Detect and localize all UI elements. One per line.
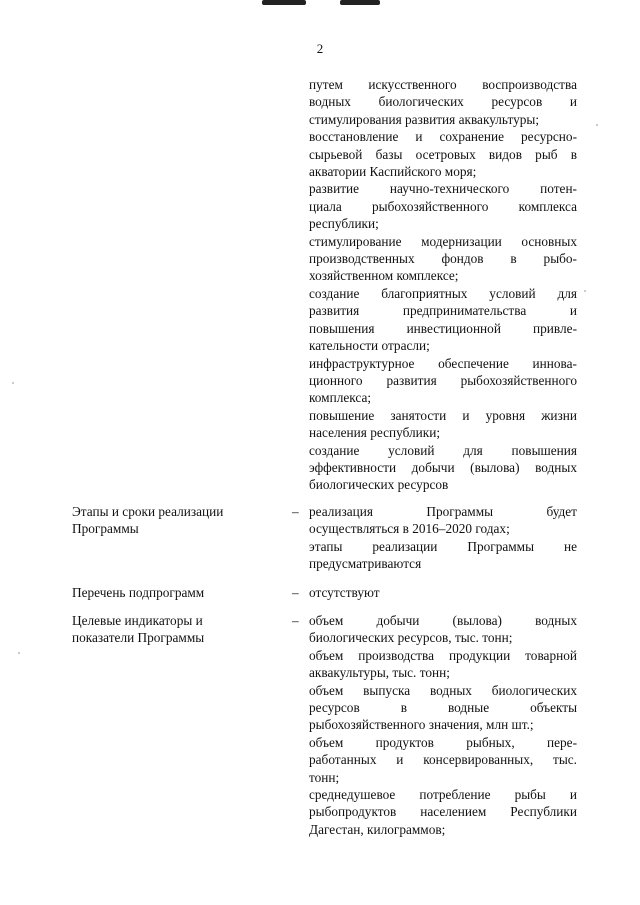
text-line: реализация Программы будет — [309, 504, 577, 519]
text-line: объем добычи (вылова) водных — [309, 613, 577, 628]
label-line: Программы — [72, 521, 139, 537]
text-line: создание условий для повышения — [309, 442, 577, 458]
text-line: биологических ресурсов — [309, 477, 449, 493]
text-line: ресурсов в водные объекты — [309, 700, 577, 716]
text-line: Дагестан, килограммов; — [309, 821, 446, 837]
text-line: сырьевой базы осетровых видов рыб в — [309, 146, 577, 162]
text-line: отсутствуют — [309, 585, 380, 600]
text-line: эффективности добычи (вылова) водных — [309, 459, 577, 475]
scan-speck — [584, 290, 586, 292]
text-line: биологических ресурсов, тыс. тонн; — [309, 630, 513, 646]
page-number: 2 — [316, 41, 324, 56]
text-line: циала рыбохозяйственного комплекса — [309, 198, 577, 214]
stages-label — [72, 503, 282, 538]
text-line: аквакультуры, тыс. тонн; — [309, 665, 450, 681]
text-line: рыбохозяйственного значения, млн шт.; — [309, 717, 534, 733]
text-line: восстановление и сохранение ресурсно- — [309, 129, 577, 145]
text-line: среднедушевое потребление рыбы и — [309, 787, 577, 803]
text-line: населения республики; — [309, 425, 441, 441]
text-line: объем выпуска водных биологических — [309, 682, 577, 698]
text-line: тонн; — [309, 769, 340, 785]
text-line: ционного развития рыбохозяйственного — [309, 372, 577, 388]
text-line: республики; — [309, 216, 379, 232]
scan-speck — [12, 382, 14, 384]
text-line: производственных фондов в рыбо- — [309, 251, 577, 267]
text-line: объем продуктов рыбных, пере- — [309, 734, 577, 750]
scan-speck — [18, 652, 20, 654]
label-line: Этапы и сроки реализации — [72, 504, 224, 519]
text-line: работанных и консервированных, тыс. — [309, 752, 577, 768]
text-line: повышения инвестиционной привле- — [309, 320, 577, 336]
text-line: хозяйственном комплексе; — [309, 268, 459, 284]
text-line: рыбопродуктов населением Республики — [309, 804, 577, 820]
text-line: кательности отрасли; — [309, 338, 430, 354]
label-line: Перечень подпрограмм — [72, 585, 205, 600]
text-line: повышение занятости и уровня жизни — [309, 407, 577, 423]
text-line: объем производства продукции товарной — [309, 647, 577, 663]
stages-value — [309, 503, 577, 573]
label-line: Целевые индикаторы и — [72, 613, 203, 628]
scan-mark — [340, 0, 380, 5]
indicators-value — [309, 612, 577, 838]
subprograms-value — [309, 584, 577, 601]
text-line: стимулирование модернизации основных — [309, 233, 577, 249]
text-line: комплекса; — [309, 390, 372, 406]
indicators-label — [72, 612, 282, 647]
label-line: показатели Программы — [72, 630, 205, 646]
text-line: предусматриваются — [309, 556, 422, 572]
text-line: развитие научно-технического потен- — [309, 181, 577, 197]
text-line: путем искусственного воспроизводства — [309, 77, 577, 92]
subprograms-label — [72, 584, 282, 601]
goals-continuation — [309, 76, 577, 494]
subprograms-dash: – — [292, 585, 299, 600]
text-line: создание благоприятных условий для — [309, 285, 577, 301]
text-line: стимулирования развития аквакультуры; — [309, 111, 540, 127]
text-line: этапы реализации Программы не — [309, 538, 577, 554]
text-line: инфраструктурное обеспечение иннова- — [309, 355, 577, 371]
scan-speck — [596, 124, 598, 126]
text-line: водных биологических ресурсов и — [309, 94, 577, 110]
indicators-dash: – — [292, 613, 299, 628]
scan-mark — [262, 0, 306, 5]
text-line: развития предпринимательства и — [309, 303, 577, 319]
stages-dash: – — [292, 504, 299, 519]
text-line: акватории Каспийского моря; — [309, 164, 477, 180]
text-line: осуществляться в 2016–2020 годах; — [309, 521, 510, 537]
